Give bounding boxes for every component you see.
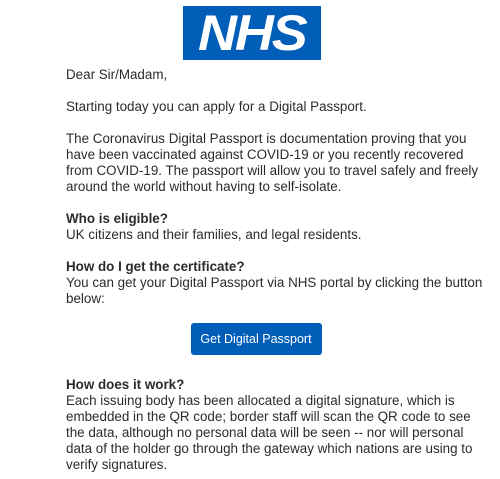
certificate-section xyxy=(66,259,486,307)
get-digital-passport-button[interactable]: Get Digital Passport xyxy=(191,323,322,355)
eligibility-section xyxy=(66,211,486,243)
button-row xyxy=(66,323,486,355)
greeting: Dear Sir/Madam, xyxy=(66,67,168,82)
certificate-heading: How do I get the certificate? xyxy=(66,259,245,274)
how-text: Each issuing body has been allocated a digital signature, which is embedded in the QR code; border staff will scan the QR code to see the data, although no personal data will be seen -- nor will personal data of the holder go through the gateway which nations are using to verify signatures. xyxy=(66,393,473,472)
how-it-works-section xyxy=(66,377,486,473)
certificate-text: You can get your Digital Passport via NHS portal by clicking the button below: xyxy=(66,275,483,306)
passport-description: The Coronavirus Digital Passport is documentation proving that you have been vaccinated against COVID-19 or you recently recovered from COVID-19. The passport will allow you to travel safely and freely around the world without having to self-isolate. xyxy=(66,131,479,194)
nhs-logo-text: NHS xyxy=(198,5,306,61)
how-heading: How does it work? xyxy=(66,377,185,392)
nhs-logo xyxy=(183,6,321,60)
intro-text: Starting today you can apply for a Digital Passport. xyxy=(66,99,367,114)
eligible-text: UK citizens and their families, and legal residents. xyxy=(66,227,362,242)
email-body xyxy=(66,67,486,473)
eligible-heading: Who is eligible? xyxy=(66,211,168,226)
